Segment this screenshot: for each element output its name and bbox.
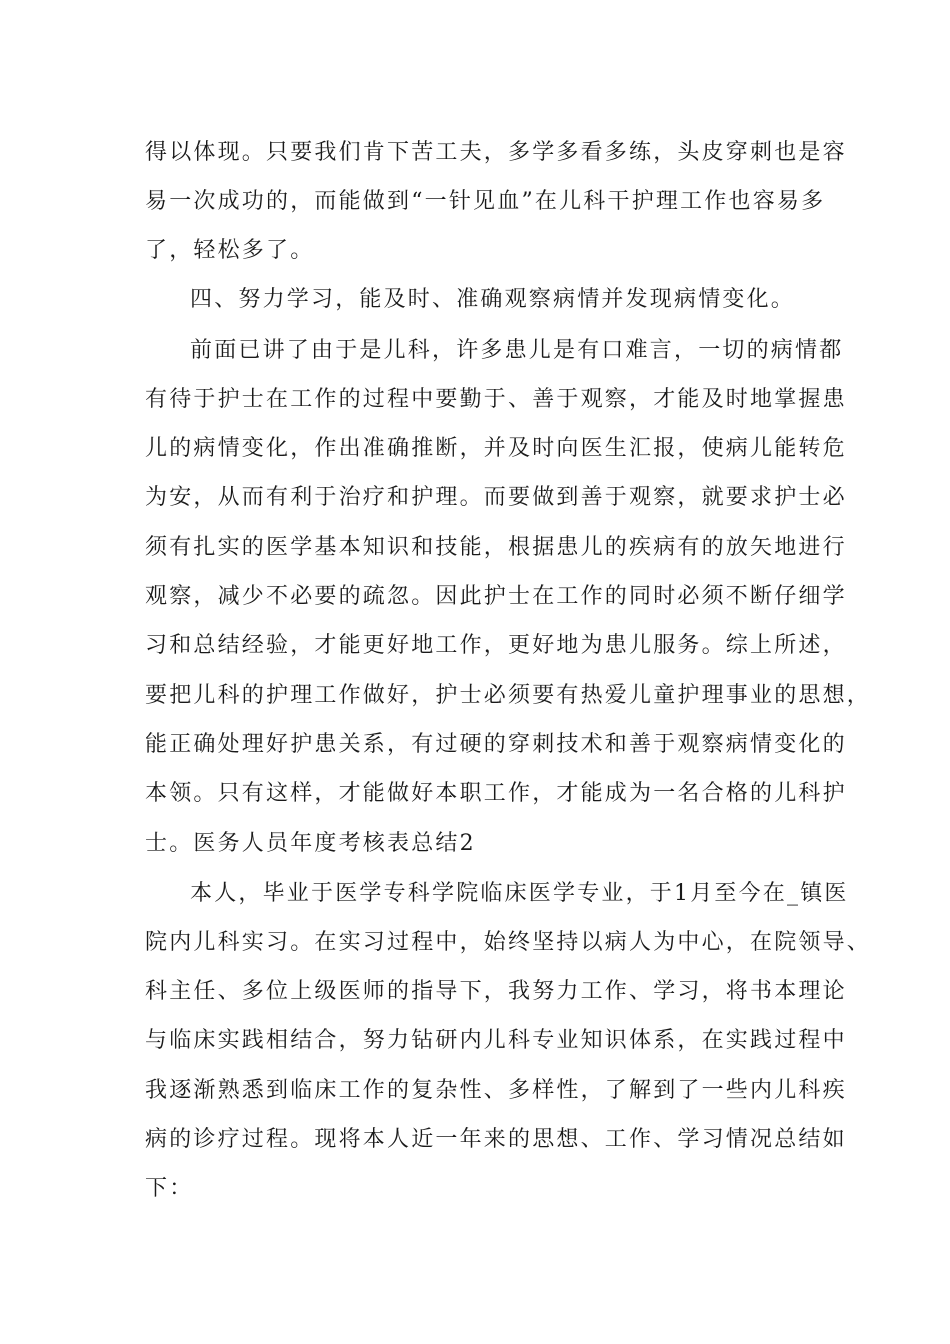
text-line: 本人，毕业于医学专科学院临床医学专业，于1月至今在_镇医 (190, 881, 849, 906)
text-line: 能正确处理好护患关系，有过硬的穿刺技术和善于观察病情变化的 (145, 732, 847, 757)
text-line: 与临床实践相结合，努力钻研内儿科专业知识体系，在实践过程中 (145, 1028, 847, 1053)
text-line: 本领。只有这样，才能做好本职工作，才能成为一名合格的儿科护 (145, 781, 847, 806)
text-line: 须有扎实的医学基本知识和技能，根据患儿的疾病有的放矢地进行 (145, 535, 847, 560)
text-line: 习和总结经验，才能更好地工作，更好地为患儿服务。综上所述， (145, 633, 847, 658)
text-line: 要把儿科的护理工作做好，护士必须要有热爱儿童护理事业的思想， (145, 683, 872, 708)
text-line: 得以体现。只要我们肯下苦工夫，多学多看多练，头皮穿刺也是容 (145, 140, 847, 165)
text-line: 易一次成功的，而能做到“一针见血”在儿科干护理工作也容易多 (145, 189, 826, 214)
text-line: 观察，减少不必要的疏忽。因此护士在工作的同时必须不断仔细学 (145, 584, 847, 609)
text-line: 儿的病情变化，作出准确推断，并及时向医生汇报，使病儿能转危 (145, 436, 847, 461)
text-line: 有待于护士在工作的过程中要勤于、善于观察，才能及时地掌握患 (145, 387, 847, 412)
text-line: 我逐渐熟悉到临床工作的复杂性、多样性，了解到了一些内儿科疾 (145, 1078, 847, 1103)
text-line: 为安，从而有利于治疗和护理。而要做到善于观察，就要求护士必 (145, 485, 847, 510)
text-line: 了，轻松多了。 (145, 238, 315, 263)
text-line: 科主任、多位上级医师的指导下，我努力工作、学习，将书本理论 (145, 979, 847, 1004)
text-line: 下： (145, 1176, 194, 1201)
text-line: 病的诊疗过程。现将本人近一年来的思想、工作、学习情况总结如 (145, 1127, 847, 1152)
text-line: 前面已讲了由于是儿科，许多患儿是有口难言，一切的病情都 (190, 338, 844, 363)
text-line: 院内儿科实习。在实习过程中，始终坚持以病人为中心，在院领导、 (145, 930, 872, 955)
section-heading: 四、努力学习，能及时、准确观察病情并发现病情变化。 (190, 287, 796, 312)
text-line: 士。医务人员年度考核表总结2 (145, 831, 476, 856)
